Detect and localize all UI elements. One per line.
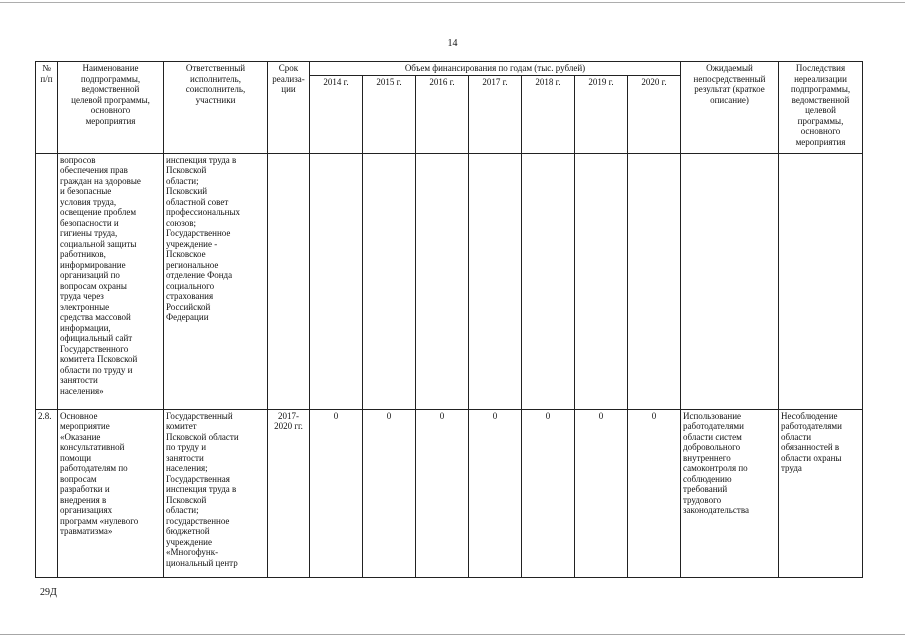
- header-row: [36, 62, 863, 76]
- row-consequences: Несоблюдение работодателями области обязанностей в области охраны труда: [779, 409, 863, 577]
- header-term: Срок реализа- ции: [268, 62, 310, 154]
- year-header: 2017 г.: [469, 75, 522, 153]
- table-row: [36, 409, 863, 577]
- year-header: 2014 г.: [310, 75, 363, 153]
- row-value: 0: [628, 409, 681, 577]
- header-result: Ожидаемый непосредственный результат (краткое описание): [681, 62, 779, 154]
- table-row: [36, 153, 863, 409]
- row-name: Основное мероприятие «Оказание консультативной помощи работодателям по вопросам разработки и внедрения в организациях программ «нулевого травматизма»: [58, 409, 164, 577]
- scan-edge-top: [0, 2, 905, 3]
- row-no: [36, 153, 58, 409]
- row-value: [628, 153, 681, 409]
- document-code: 29Д: [40, 587, 57, 598]
- row-value: [522, 153, 575, 409]
- year-header: 2020 г.: [628, 75, 681, 153]
- row-executor: инспекция труда в Псковской области; Псковский областной совет профессиональных союзов; Государственное учреждение - Псковское региональное отделение Фонда социального страхования Российской Федерации: [164, 153, 268, 409]
- page-number: 14: [447, 38, 458, 49]
- header-financing: Объем финансирования по годам (тыс. рублей): [310, 62, 681, 76]
- row-value: [416, 153, 469, 409]
- row-term: [268, 153, 310, 409]
- row-no: 2.8.: [36, 409, 58, 577]
- row-value: 0: [416, 409, 469, 577]
- scan-edge-bottom: [0, 634, 905, 635]
- row-value: 0: [469, 409, 522, 577]
- row-consequences: [779, 153, 863, 409]
- row-value: [363, 153, 416, 409]
- year-header: 2019 г.: [575, 75, 628, 153]
- year-header: 2015 г.: [363, 75, 416, 153]
- row-value: 0: [363, 409, 416, 577]
- row-term: 2017- 2020 гг.: [268, 409, 310, 577]
- header-consequences: Последствия нереализации подпрограммы, ведомственной целевой программы, основного мероприятия: [779, 62, 863, 154]
- header-executor: Ответственный исполнитель, соисполнитель, участники: [164, 62, 268, 154]
- year-header: 2018 г.: [522, 75, 575, 153]
- header-name: Наименование подпрограммы, ведомственной целевой программы, основного мероприятия: [58, 62, 164, 154]
- row-name: вопросов обеспечения прав граждан на здоровые и безопасные условия труда, освещение проблем безопасности и гигиены труда, социальной защиты работников, информирование организаций по вопросам охраны труда через электронные средства массовой информации, официальный сайт Государственного комитета Псковской области по труду и занятости населения»: [58, 153, 164, 409]
- year-header: 2016 г.: [416, 75, 469, 153]
- row-result: Использование работодателями области систем добровольного внутреннего самоконтроля по соблюдению требований трудового законодательства: [681, 409, 779, 577]
- row-value: 0: [310, 409, 363, 577]
- row-value: 0: [522, 409, 575, 577]
- financing-table: [35, 61, 863, 578]
- header-no: № п/п: [36, 62, 58, 154]
- row-value: 0: [575, 409, 628, 577]
- row-value: [310, 153, 363, 409]
- row-result: [681, 153, 779, 409]
- row-value: [575, 153, 628, 409]
- row-executor: Государственный комитет Псковской области по труду и занятости населения; Государственная инспекция труда в Псковской области; государственное бюджетной учреждение «Многофунк- циональный центр: [164, 409, 268, 577]
- row-value: [469, 153, 522, 409]
